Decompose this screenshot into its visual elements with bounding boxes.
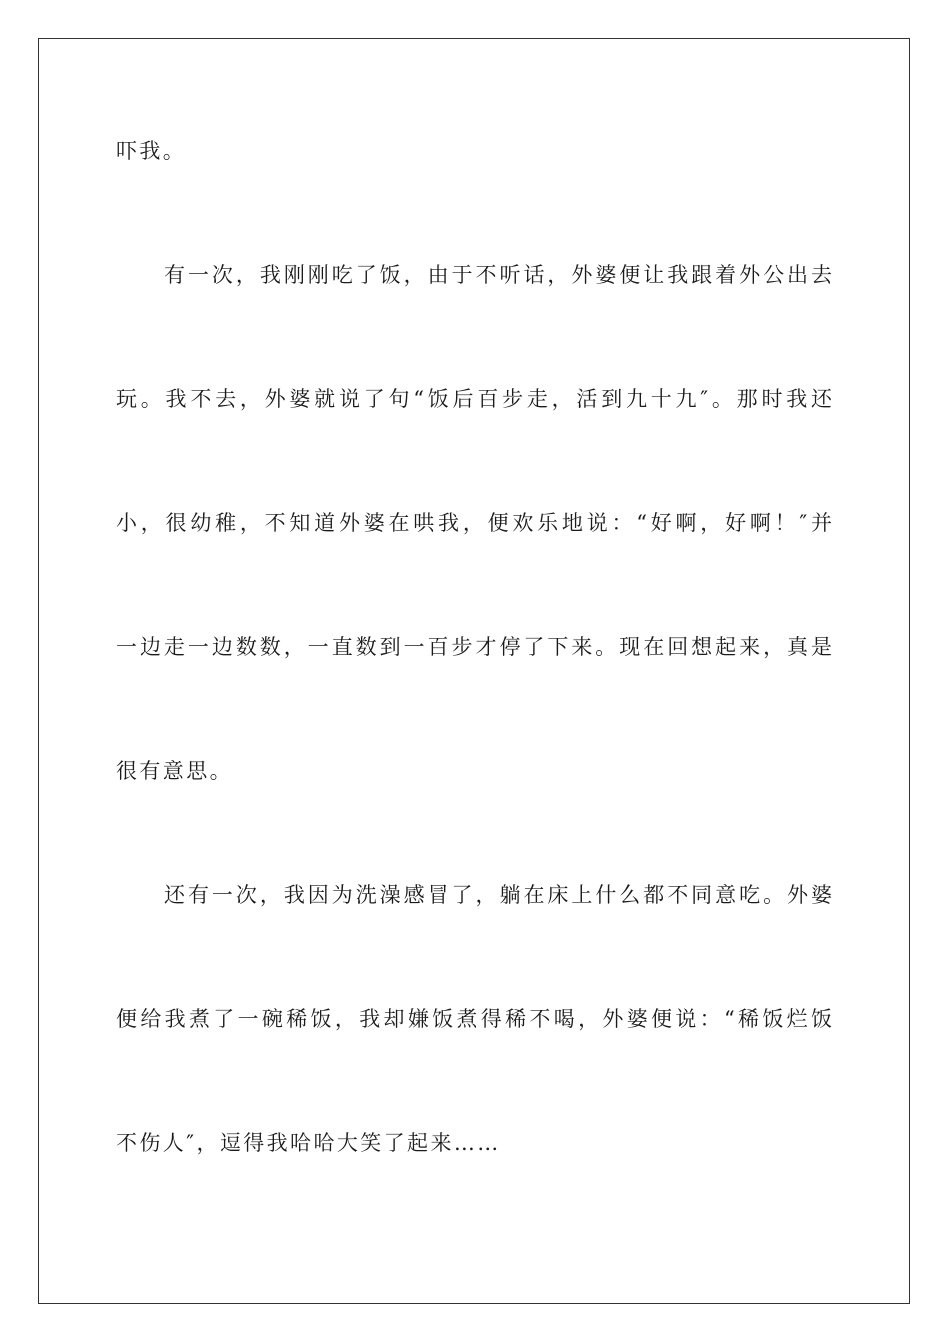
text-line-5: 一边走一边数数，一直数到一百步才停了下来。现在回想起来，真是 bbox=[116, 635, 832, 659]
text-line-8: 便给我煮了一碗稀饭，我却嫌饭煮得稀不喝，外婆便说：“稀饭烂饭 bbox=[116, 1007, 832, 1031]
text-line-2: 有一次，我刚刚吃了饭，由于不听话，外婆便让我跟着外公出去 bbox=[164, 263, 832, 287]
text-line-4: 小，很幼稚，不知道外婆在哄我，便欢乐地说：“好啊，好啊！″并 bbox=[116, 511, 832, 535]
text-line-9: 不伤人″，逗得我哈哈大笑了起来…… bbox=[116, 1131, 501, 1155]
text-line-7: 还有一次，我因为洗澡感冒了，躺在床上什么都不同意吃。外婆 bbox=[164, 883, 832, 907]
text-line-3: 玩。我不去，外婆就说了句“饭后百步走，活到九十九″。那时我还 bbox=[116, 387, 832, 411]
text-line-6: 很有意思。 bbox=[116, 759, 233, 783]
text-line-1: 吓我。 bbox=[116, 139, 187, 163]
page-border bbox=[38, 38, 910, 1304]
